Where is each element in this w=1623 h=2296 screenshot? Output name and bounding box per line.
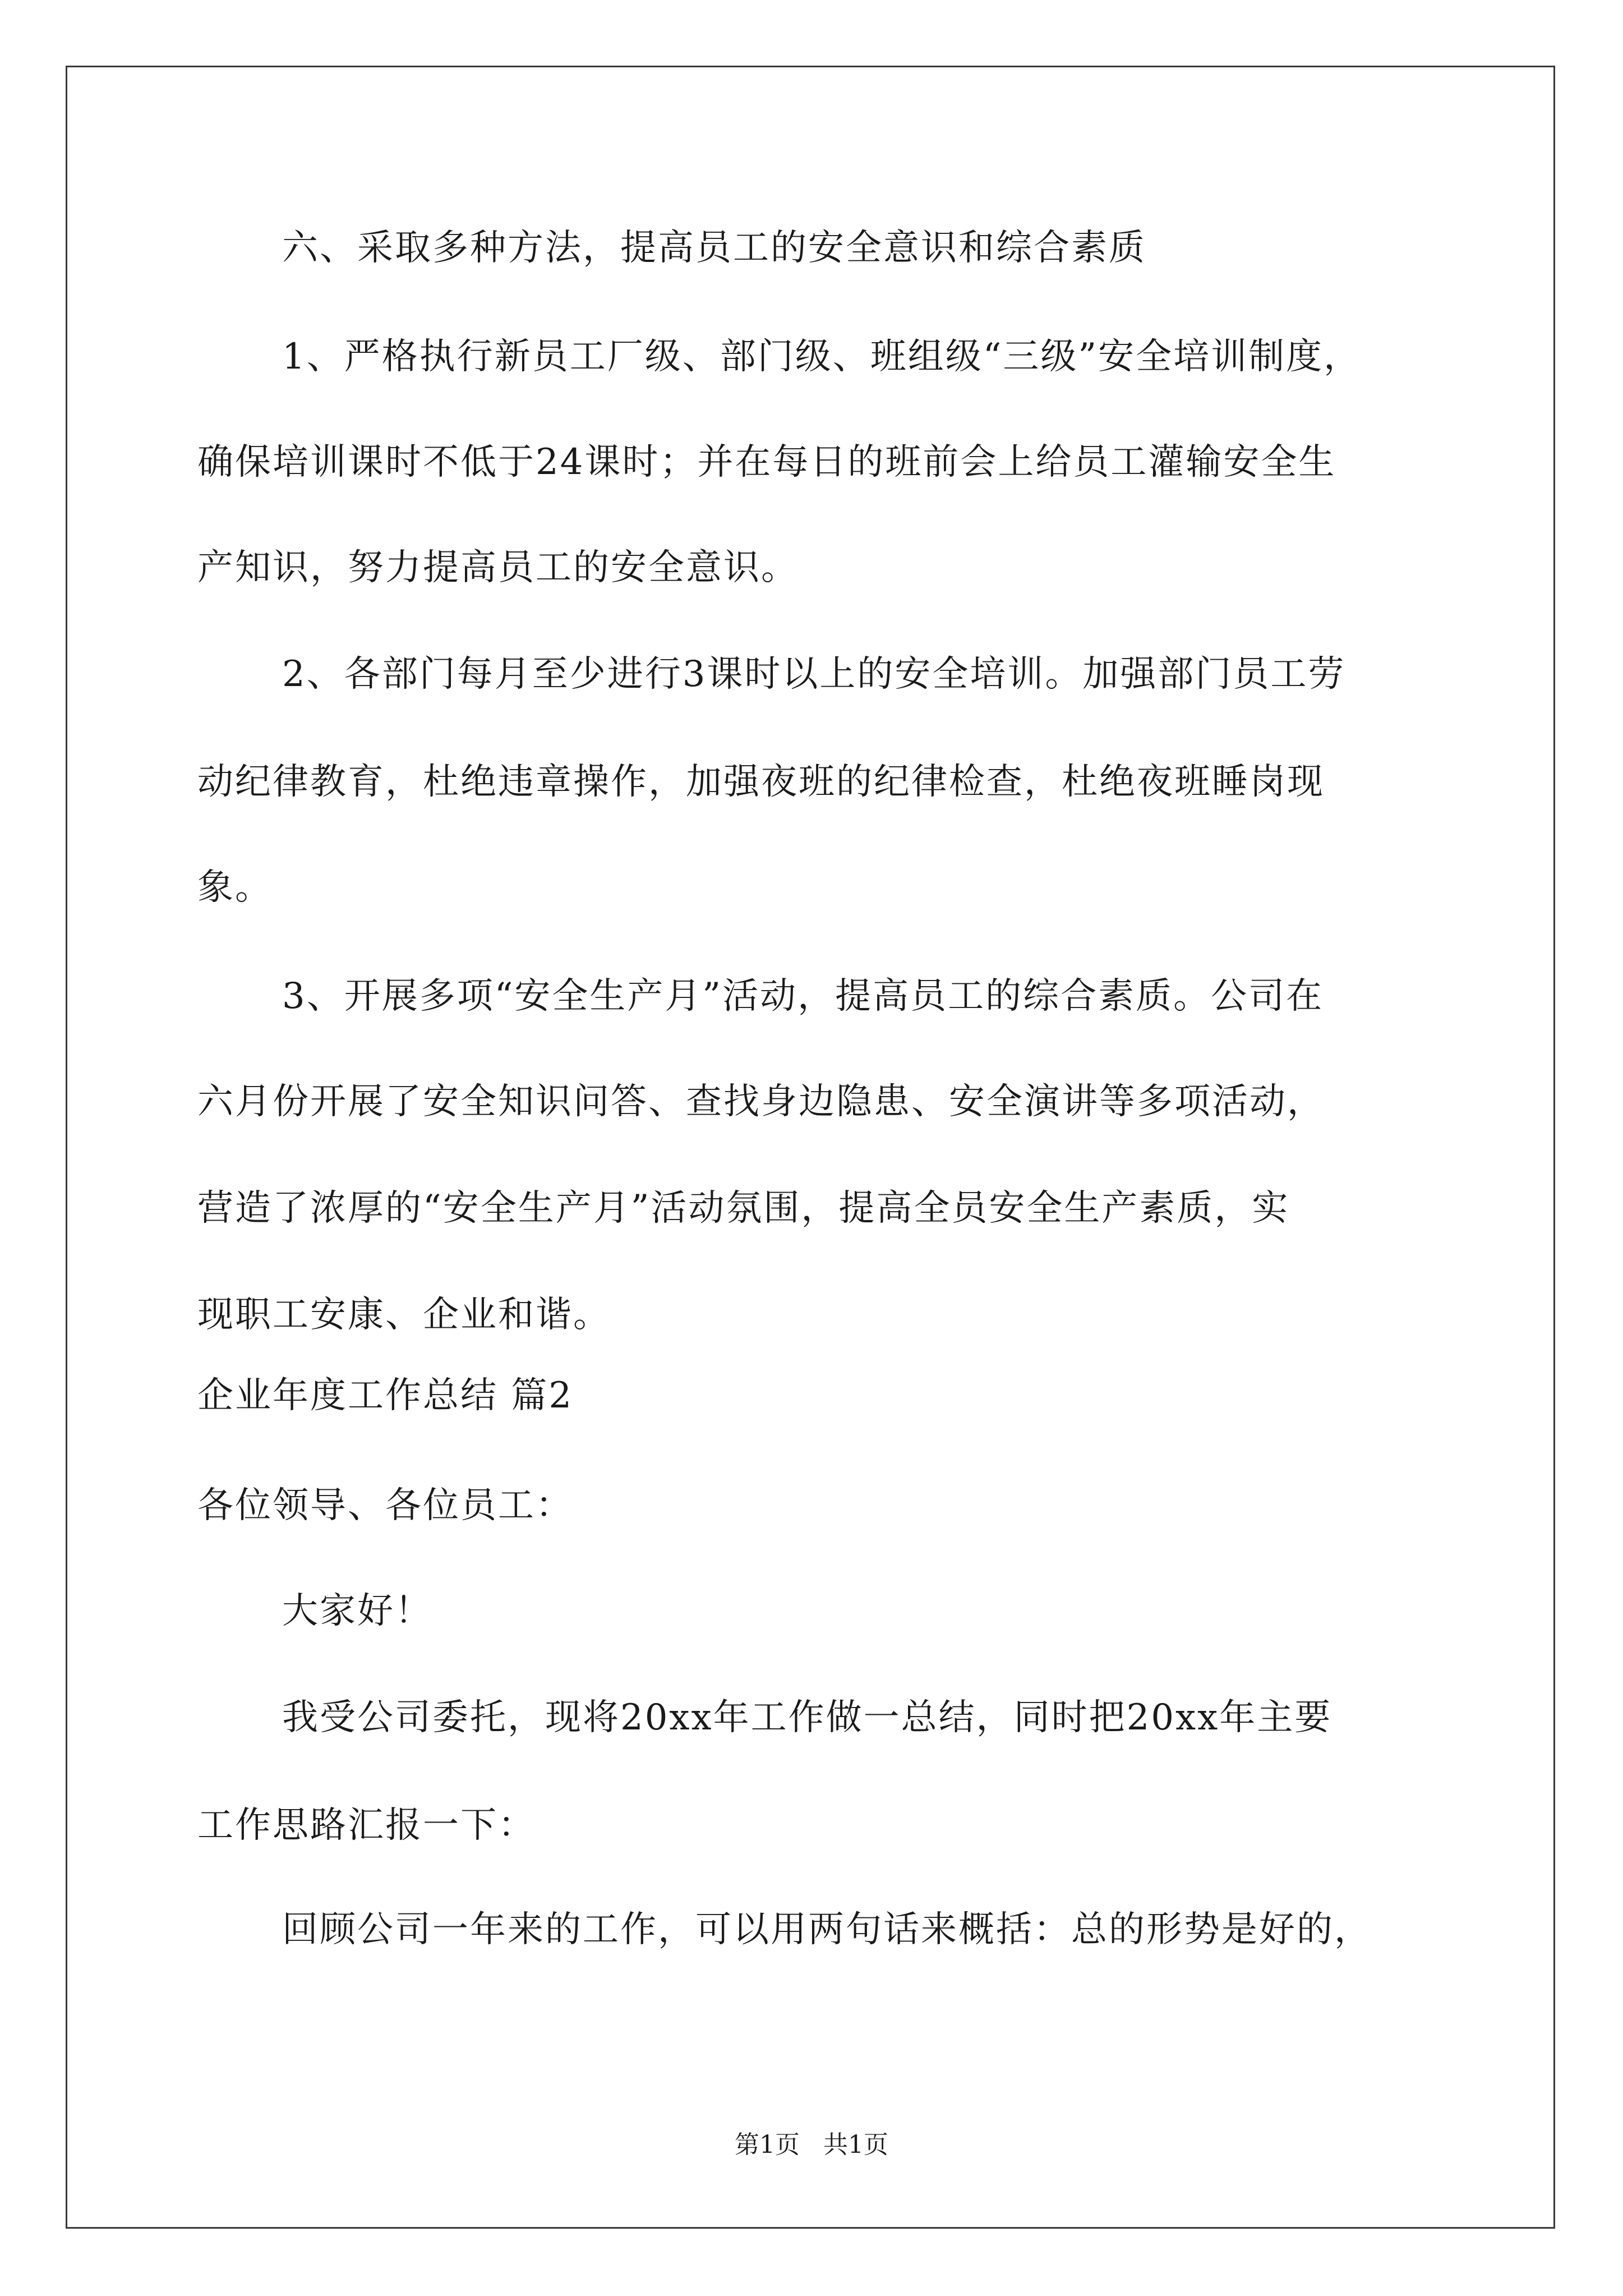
article-title: 企业年度工作总结 篇2: [197, 1375, 574, 1416]
paragraph-line: 1、严格执行新员工厂级、部门级、班组级“三级”安全培训制度，: [282, 336, 1362, 378]
paragraph-line: 产知识，努力提高员工的安全意识。: [197, 547, 799, 588]
section-heading: 六、采取多种方法，提高员工的安全意识和综合素质: [282, 227, 1146, 269]
salutation: 各位领导、各位员工：: [197, 1485, 573, 1526]
paragraph-line: 我受公司委托，现将20xx年工作做一总结，同时把20xx年主要: [282, 1697, 1332, 1738]
paragraph-line: 营造了浓厚的“安全生产月”活动氛围，提高全员安全生产素质，实: [197, 1188, 1290, 1229]
paragraph-line: 动纪律教育，杜绝违章操作，加强夜班的纪律检查，杜绝夜班睡岗现: [197, 761, 1325, 803]
page-footer: 第1页 共1页: [735, 2131, 888, 2159]
paragraph-line: 工作思路汇报一下：: [197, 1805, 536, 1846]
paragraph-line: 确保培训课时不低于24课时；并在每日的班前会上给员工灌输安全生: [197, 441, 1336, 483]
paragraph-line: 3、开展多项“安全生产月”活动，提高员工的综合素质。公司在: [282, 976, 1324, 1017]
greeting: 大家好！: [282, 1590, 432, 1632]
paragraph-line: 象。: [197, 867, 273, 908]
paragraph-line: 现职工安康、企业和谐。: [197, 1294, 611, 1336]
paragraph-line: 六月份开展了安全知识问答、查找身边隐患、安全演讲等多项活动，: [197, 1081, 1325, 1122]
paragraph-line: 2、各部门每月至少进行3课时以上的安全培训。加强部门员工劳: [282, 654, 1346, 695]
page-border: [66, 66, 1555, 2229]
paragraph-line: 回顾公司一年来的工作，可以用两句话来概括：总的形势是好的，: [282, 1909, 1372, 1950]
